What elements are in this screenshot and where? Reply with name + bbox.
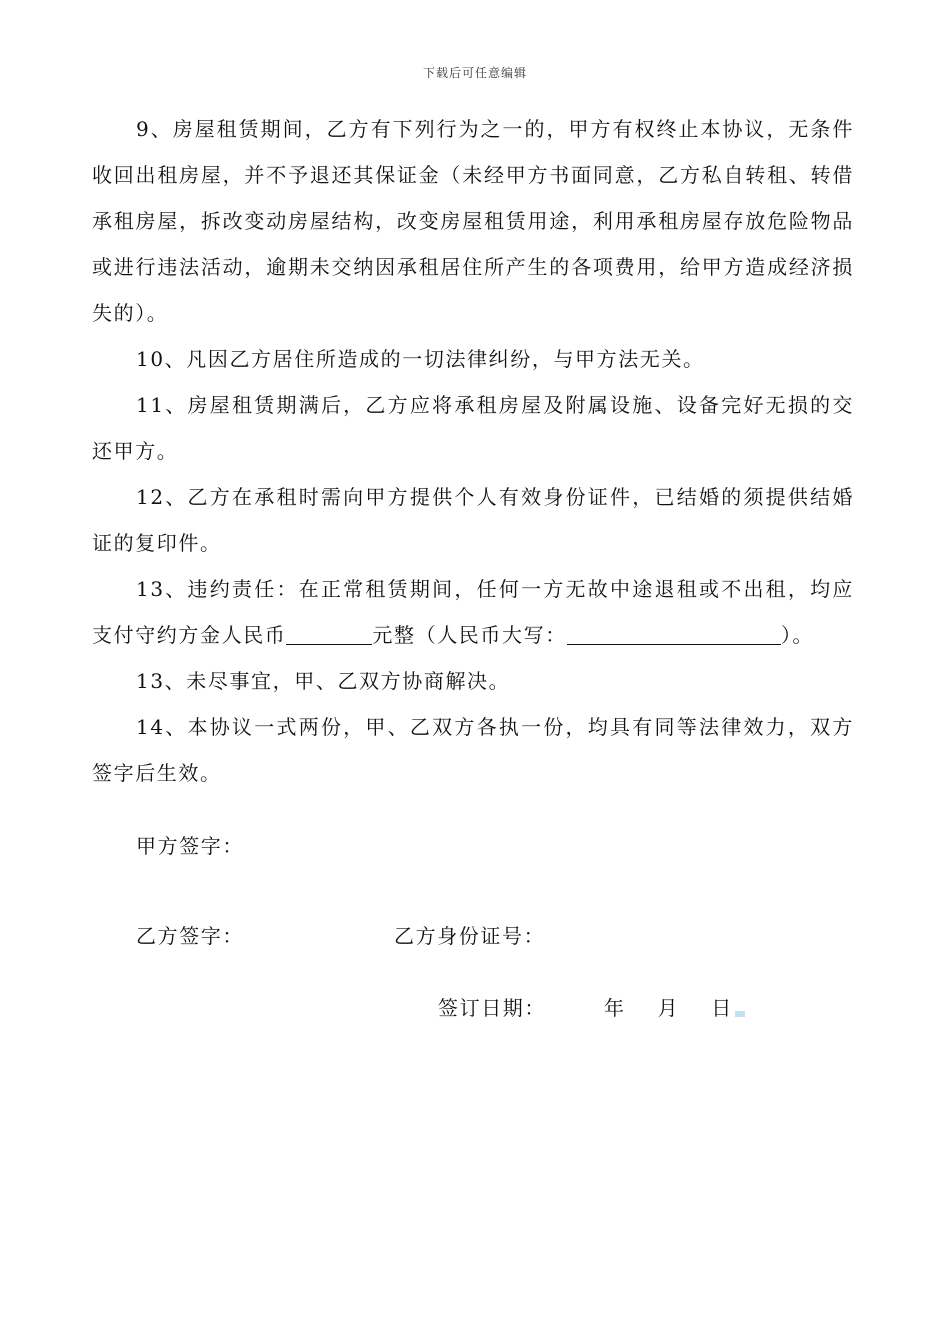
amount-blank[interactable]	[286, 622, 372, 645]
day-label: 日	[711, 996, 733, 1020]
clause-13-misc: 13、未尽事宜，甲、乙双方协商解决。	[136, 669, 511, 693]
clause-13-breach	[92, 566, 854, 658]
party-b-id-label: 乙方身份证号：	[394, 924, 546, 948]
header-note: 下载后可任意编辑	[422, 66, 527, 80]
clause-10: 10、凡因乙方居住所造成的一切法律纠纷，与甲方法无关。	[136, 347, 705, 371]
sign-date-line	[438, 992, 745, 1021]
text-cursor-mark	[735, 1011, 745, 1017]
clause-12: 12、乙方在承租时需向甲方提供个人有效身份证件，已结婚的须提供结婚证的复印件。	[92, 485, 854, 555]
amount-uppercase-blank[interactable]	[567, 622, 781, 645]
clause-9: 9、房屋租赁期间，乙方有下列行为之一的，甲方有权终止本协议，无条件收回出租房屋，并不予退还其保证金（未经甲方书面同意，乙方私自转租、转借承租房屋，拆改变动房屋结构，改变房屋租赁用途，利用承租房屋存放危险物品或进行违法活动，逾期未交纳因承租居住所产生的各项费用，给甲方造成经济损失的）。	[92, 117, 854, 325]
clause-13-text-1: 13、违约责任：在正常租赁期间，任何一方无故中途退租或不出租，均应支付守约方金人民币	[92, 577, 854, 647]
sign-date-label: 签订日期：	[438, 996, 546, 1020]
clause-11: 11、房屋租赁期满后，乙方应将承租房屋及附属设施、设备完好无损的交还甲方。	[92, 393, 854, 463]
clause-14: 14、本协议一式两份，甲、乙双方各执一份，均具有同等法律效力，双方签字后生效。	[92, 715, 854, 785]
month-label: 月	[657, 996, 680, 1020]
clause-13-text-3: ）。	[780, 623, 815, 647]
agreement-body	[92, 106, 854, 796]
year-label: 年	[604, 996, 626, 1020]
clause-13-text-2: 元整（人民币大写：	[372, 623, 567, 647]
party-a-signature-label: 甲方签字：	[136, 834, 244, 858]
party-b-signature-label: 乙方签字：	[136, 924, 244, 948]
